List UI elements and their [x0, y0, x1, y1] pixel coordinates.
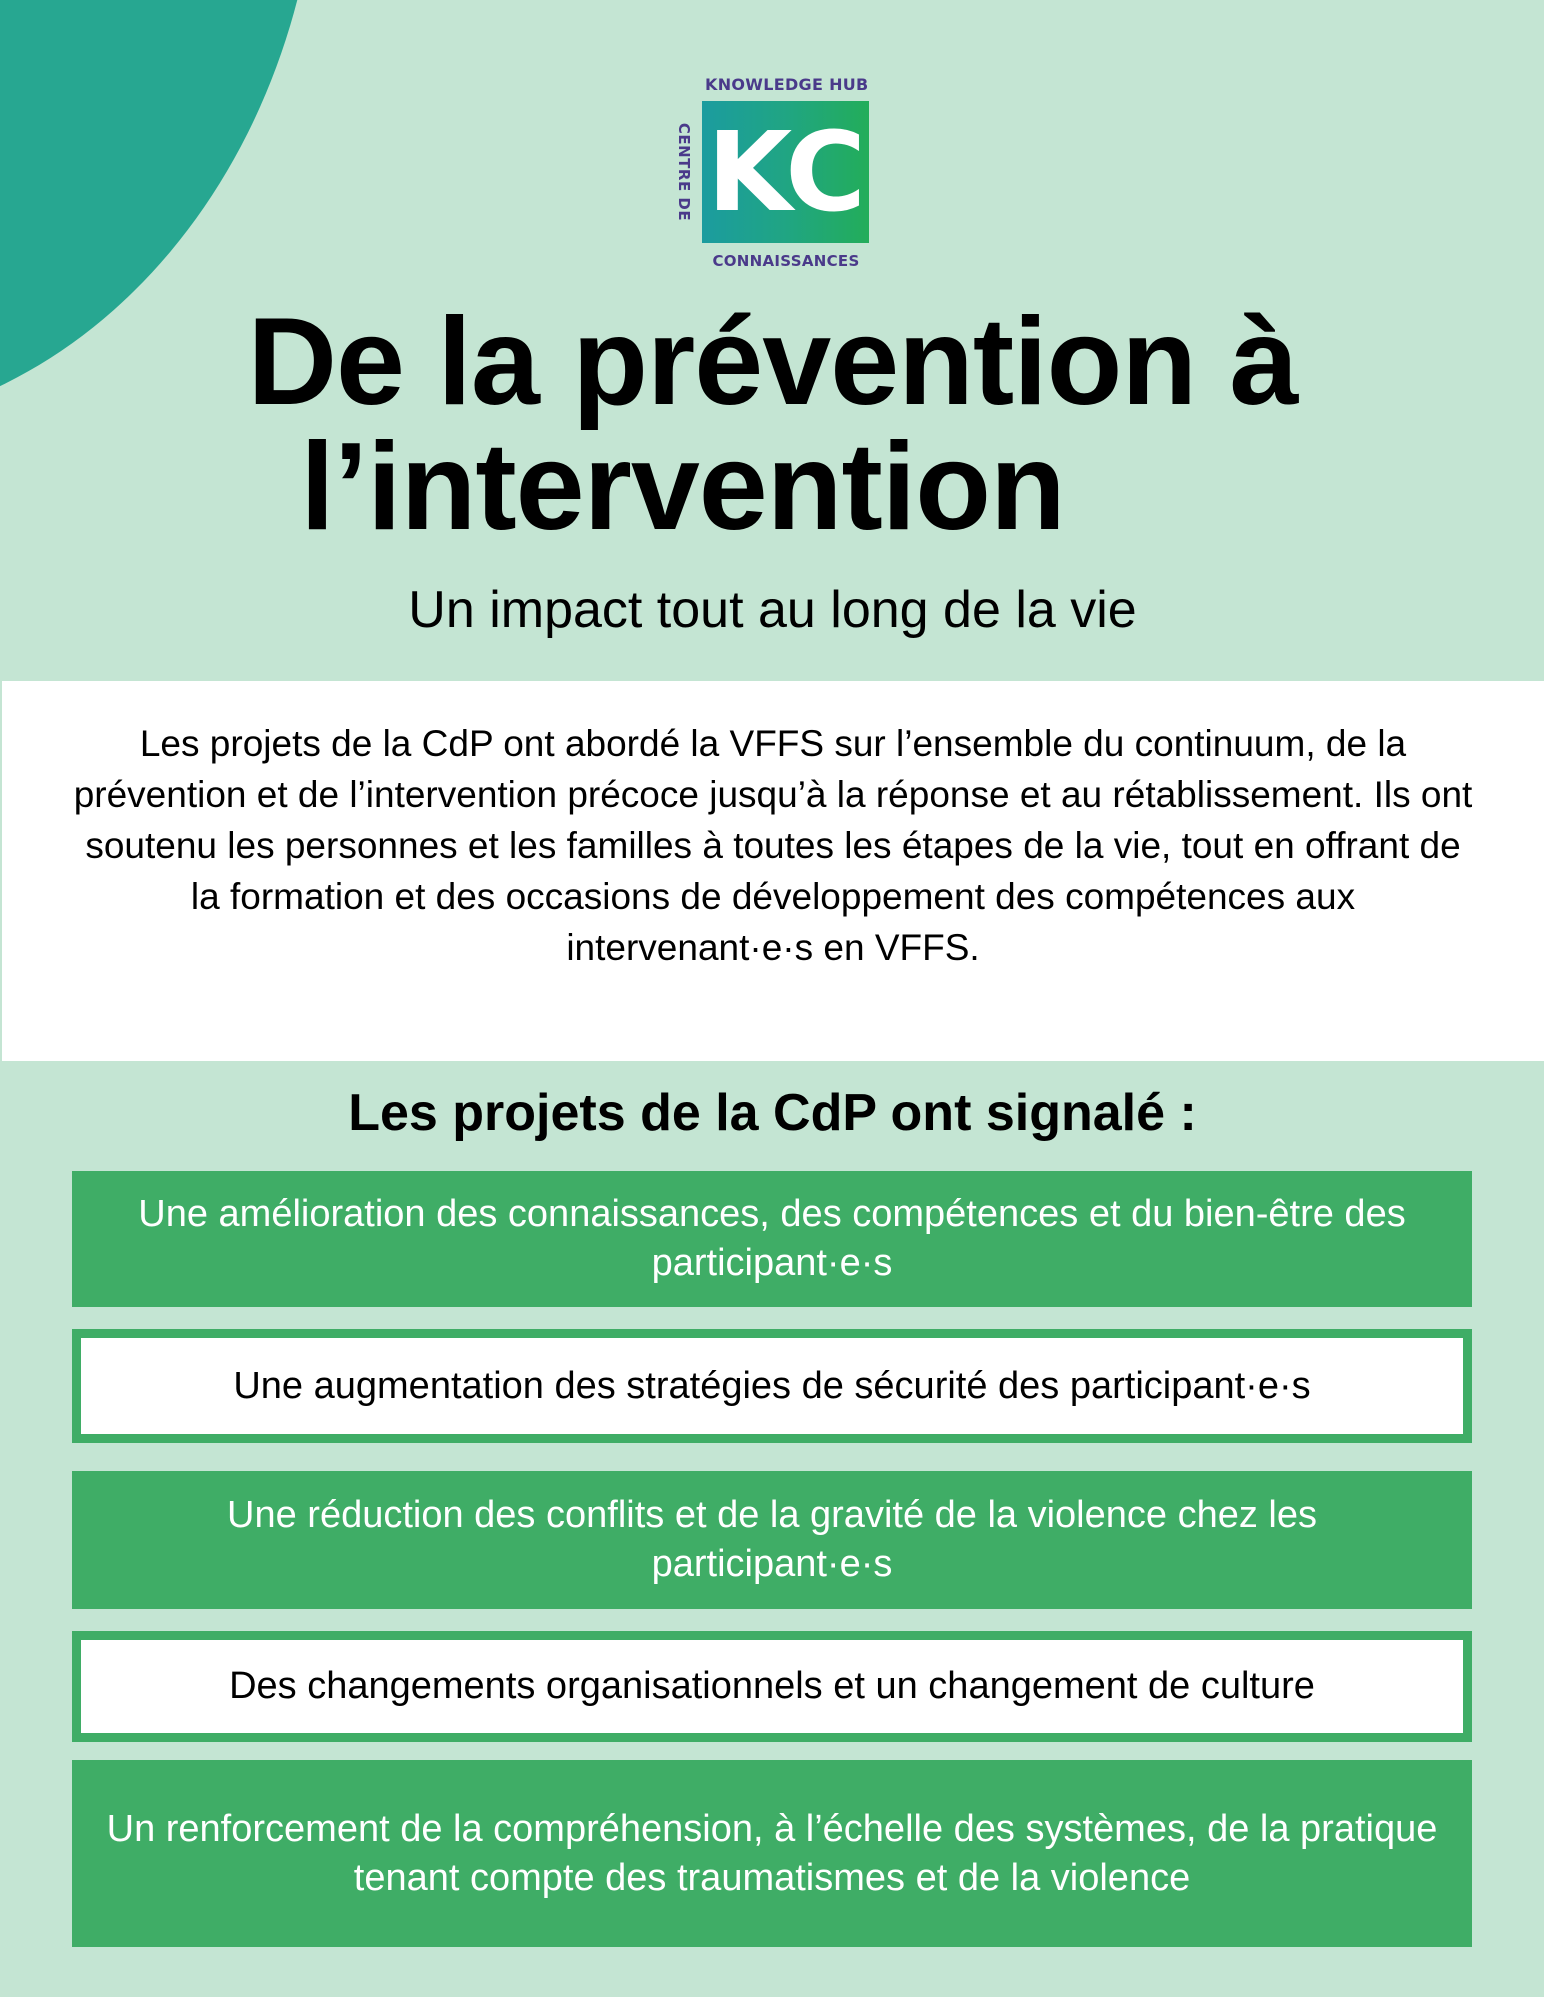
title-line-1: De la prévention à — [247, 293, 1298, 431]
finding-text: Une amélioration des connaissances, des compétences et du bien-être des participant·e·s — [138, 1193, 1406, 1284]
page-subtitle: Un impact tout au long de la vie — [408, 581, 1137, 639]
page-title — [0, 293, 1545, 556]
intro-panel — [2, 681, 1544, 1061]
intro-paragraph: Les projets de la CdP ont abordé la VFFS sur l’ensemble du continuum, de la prévention et de l’intervention précoce jusqu’à la réponse et au rétablissement. Ils ont soutenu les personnes et les familles à toutes les étapes de la vie, tout en offrant de la formation et des occasions de développement des compétences aux intervenant·e·s en VFFS. — [73, 723, 1473, 968]
logo-bottom-label: CONNAISSANCES — [712, 252, 860, 270]
title-line-2: l’intervention — [300, 418, 1065, 556]
finding-text: Une augmentation des stratégies de sécurité des participant·e·s — [233, 1364, 1311, 1407]
finding-item-safety-strategies — [72, 1329, 1472, 1443]
findings-heading: Les projets de la CdP ont signalé : — [348, 1084, 1197, 1142]
finding-text: Une réduction des conflits et de la gravité de la violence chez les participant·e·s — [227, 1494, 1317, 1585]
finding-item-trauma-informed-practice — [72, 1760, 1472, 1947]
finding-item-organizational-change — [72, 1631, 1472, 1742]
finding-text: Un renforcement de la compréhension, à l’échelle des systèmes, de la pratique tenant compte des traumatismes et de la violence — [106, 1807, 1438, 1899]
knowledge-hub-logo — [670, 70, 880, 280]
logo-side-label: CENTRE DE — [675, 122, 693, 222]
finding-item-conflict-reduction — [72, 1471, 1472, 1609]
logo-kc-mark: KC — [702, 101, 869, 243]
logo-top-label: KNOWLEDGE HUB — [705, 75, 869, 94]
finding-text: Des changements organisationnels et un changement de culture — [229, 1665, 1315, 1707]
finding-item-knowledge-skills — [72, 1171, 1472, 1307]
